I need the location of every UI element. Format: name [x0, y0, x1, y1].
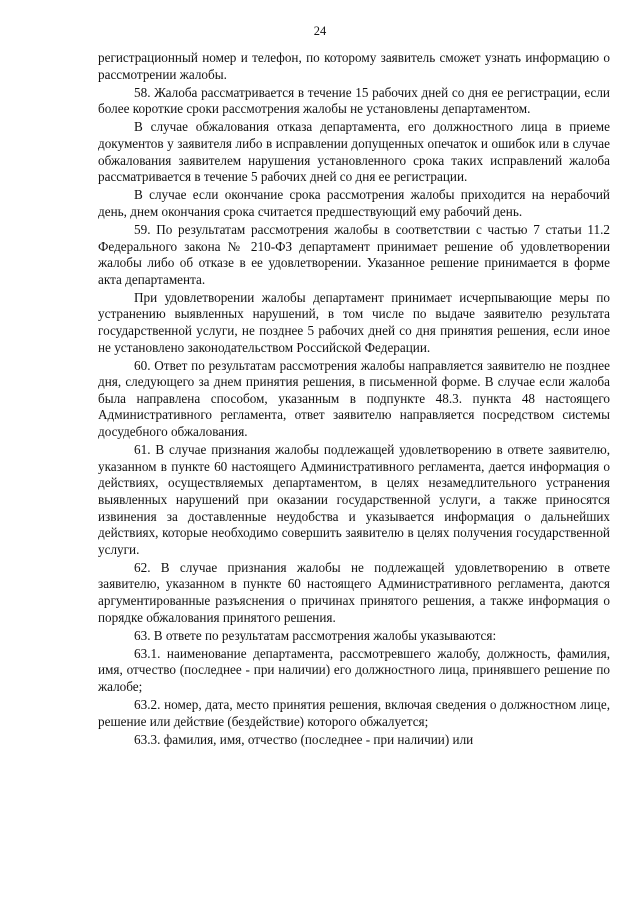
page-number: 24: [313, 24, 327, 38]
paragraph-63-3: 63.3. фамилия, имя, отчество (последнее - при наличии) или: [134, 731, 474, 747]
paragraph-59-satisfaction: При удовлетворении жалобы департамент принимает исчерпывающие меры по устранению выявленных нарушений, в том числе по выдаче заявителю результата государственной услуги, не позднее 5 рабочих дней со дня принятия решения, если иное не установлено законодательством Российской Федерации.: [98, 289, 610, 355]
paragraph-59: 59. По результатам рассмотрения жалобы в соответствии с частью 7 статьи 11.2 Федерального закона № 210-ФЗ департамент принимает решение об удовлетворении жалобы либо об отказе в ее удовлетворении. Указанное решение принимается в форме акта департамента.: [98, 221, 610, 287]
paragraph-62: 62. В случае признания жалобы не подлежащей удовлетворению в ответе заявителю, указанном в пункте 60 настоящего Административного регламента, даются аргументированные разъяснения о причинах принятого решения, а также информация о порядке обжалования принятого решения.: [98, 559, 610, 625]
paragraph-63-2: 63.2. номер, дата, место принятия решения, включая сведения о должностном лице, решение или действие (бездействие) которого обжалуется;: [98, 697, 610, 729]
paragraph-63: 63. В ответе по результатам рассмотрения жалобы указываются:: [134, 627, 497, 643]
document-body: [98, 50, 610, 750]
paragraph-63-1: 63.1. наименование департамента, рассмотревшего жалобу, должность, фамилия, имя, отчество (последнее - при наличии) его должностного лица, принявшего решение по жалобе;: [98, 645, 610, 694]
paragraph-58-appeal-refusal: В случае обжалования отказа департамента, его должностного лица в приеме документов у заявителя либо в исправлении допущенных опечаток и ошибок или в случае обжалования заявителем нарушения установленного срока таких исправлений жалоба рассматривается в течение 5 рабочих дней со дня ее регистрации.: [98, 119, 610, 185]
paragraph-60: 60. Ответ по результатам рассмотрения жалобы направляется заявителю не позднее дня, следующего за днем принятия решения, в письменной форме. В случае если жалоба была направлена способом, указанным в подпункте 48.3. пункта 48 настоящего Административного регламента, ответ заявителю направляется посредством системы досудебного обжалования.: [98, 357, 610, 440]
paragraph-continuation: регистрационный номер и телефон, по которому заявитель сможет узнать информацию о рассмотрении жалобы.: [98, 50, 610, 82]
paragraph-58-nonworking-day: В случае если окончание срока рассмотрения жалобы приходится на нерабочий день, днем окончания срока считается предшествующий ему рабочий день.: [98, 187, 610, 219]
paragraph-58: 58. Жалоба рассматривается в течение 15 рабочих дней со дня ее регистрации, если более короткие сроки рассмотрения жалобы не установлены департаментом.: [98, 84, 610, 117]
paragraph-61: 61. В случае признания жалобы подлежащей удовлетворению в ответе заявителю, указанном в пункте 60 настоящего Административного регламента, дается информация о действиях, осуществляемых департаментом, в целях незамедлительного устранения выявленных нарушений при оказании государственной услуги, а также приносятся извинения за доставленные неудобства и указывается информация о дальнейших действиях, которые необходимо совершить заявителю в целях получения государственной услуги.: [98, 442, 610, 557]
